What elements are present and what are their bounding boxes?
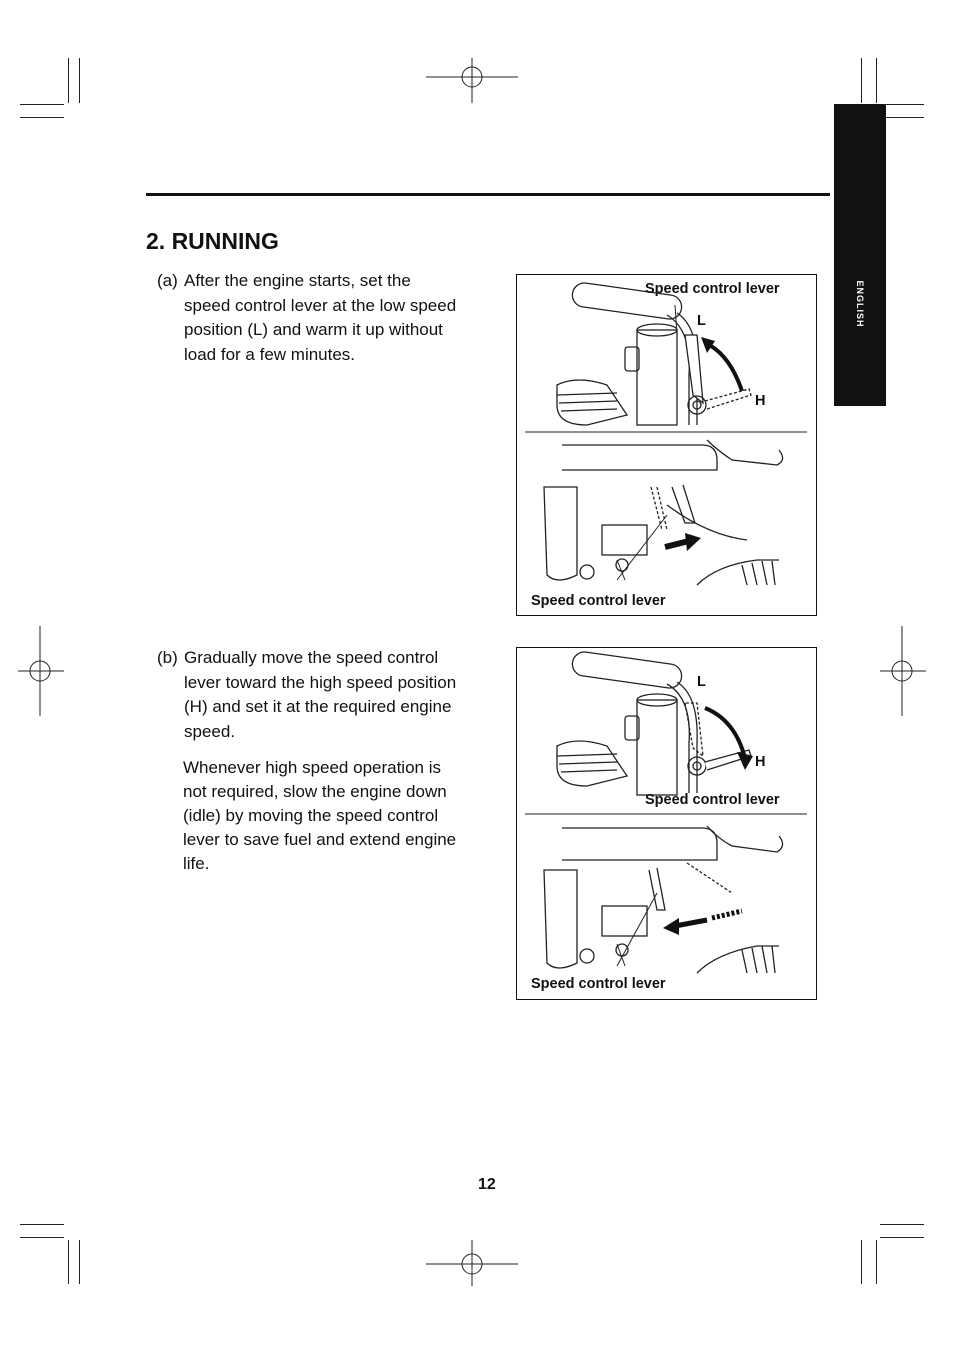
step-b-note-line: Whenever high speed operation is — [183, 758, 441, 777]
step-b-line: lever toward the high speed position — [184, 672, 457, 692]
step-a-line: load for a few minutes. — [184, 344, 356, 364]
step-b-note-line: not required, slow the engine down — [183, 782, 447, 801]
page-number: 12 — [478, 1176, 496, 1193]
figure-low-speed-bottom-label: Speed control lever — [531, 593, 666, 609]
figure-high-speed-bottom-label: Speed control lever — [531, 976, 666, 992]
figure-low-speed-top-label: Speed control lever — [645, 281, 780, 297]
step-b-line: speed. — [184, 721, 236, 741]
language-tab — [834, 104, 886, 406]
figure-low-speed-pos-high: H — [755, 393, 766, 409]
figure-high-speed-top-label: Speed control lever — [645, 792, 780, 808]
step-a-line: After the engine starts, set the — [184, 271, 411, 290]
step-b-marker: (b) — [157, 648, 178, 667]
step-b-note-line: (idle) by moving the speed control — [183, 806, 439, 825]
registration-mark-bottom — [426, 1240, 518, 1286]
step-b-line: (H) and set it at the required engine — [184, 697, 452, 716]
step-b — [157, 646, 487, 744]
registration-mark-top — [426, 58, 518, 103]
figure-low-speed-pos-low: L — [697, 313, 706, 329]
section-title: 2. RUNNING — [146, 228, 279, 254]
figure-high-speed-illustration — [517, 648, 816, 999]
figure-high-speed-pos-low: L — [697, 674, 706, 690]
figure-low-speed — [516, 274, 817, 616]
figure-high-speed — [516, 647, 817, 1000]
step-a-marker: (a) — [157, 271, 178, 290]
header-rule — [146, 193, 830, 196]
step-b-note-line: lever to save fuel and extend engine — [183, 830, 457, 849]
figure-low-speed-illustration — [517, 275, 816, 615]
step-a-line: position (L) and warm it up without — [184, 320, 443, 339]
figure-high-speed-pos-high: H — [755, 754, 766, 770]
language-tab-label: ENGLISH — [855, 280, 865, 328]
step-a-line: speed control lever at the low speed — [184, 295, 457, 315]
step-a — [157, 269, 487, 367]
step-b-note — [183, 756, 483, 876]
registration-mark-left — [18, 626, 64, 716]
registration-mark-right — [880, 626, 926, 716]
step-b-note-line: life. — [183, 854, 210, 873]
step-b-line: Gradually move the speed control — [184, 648, 439, 667]
